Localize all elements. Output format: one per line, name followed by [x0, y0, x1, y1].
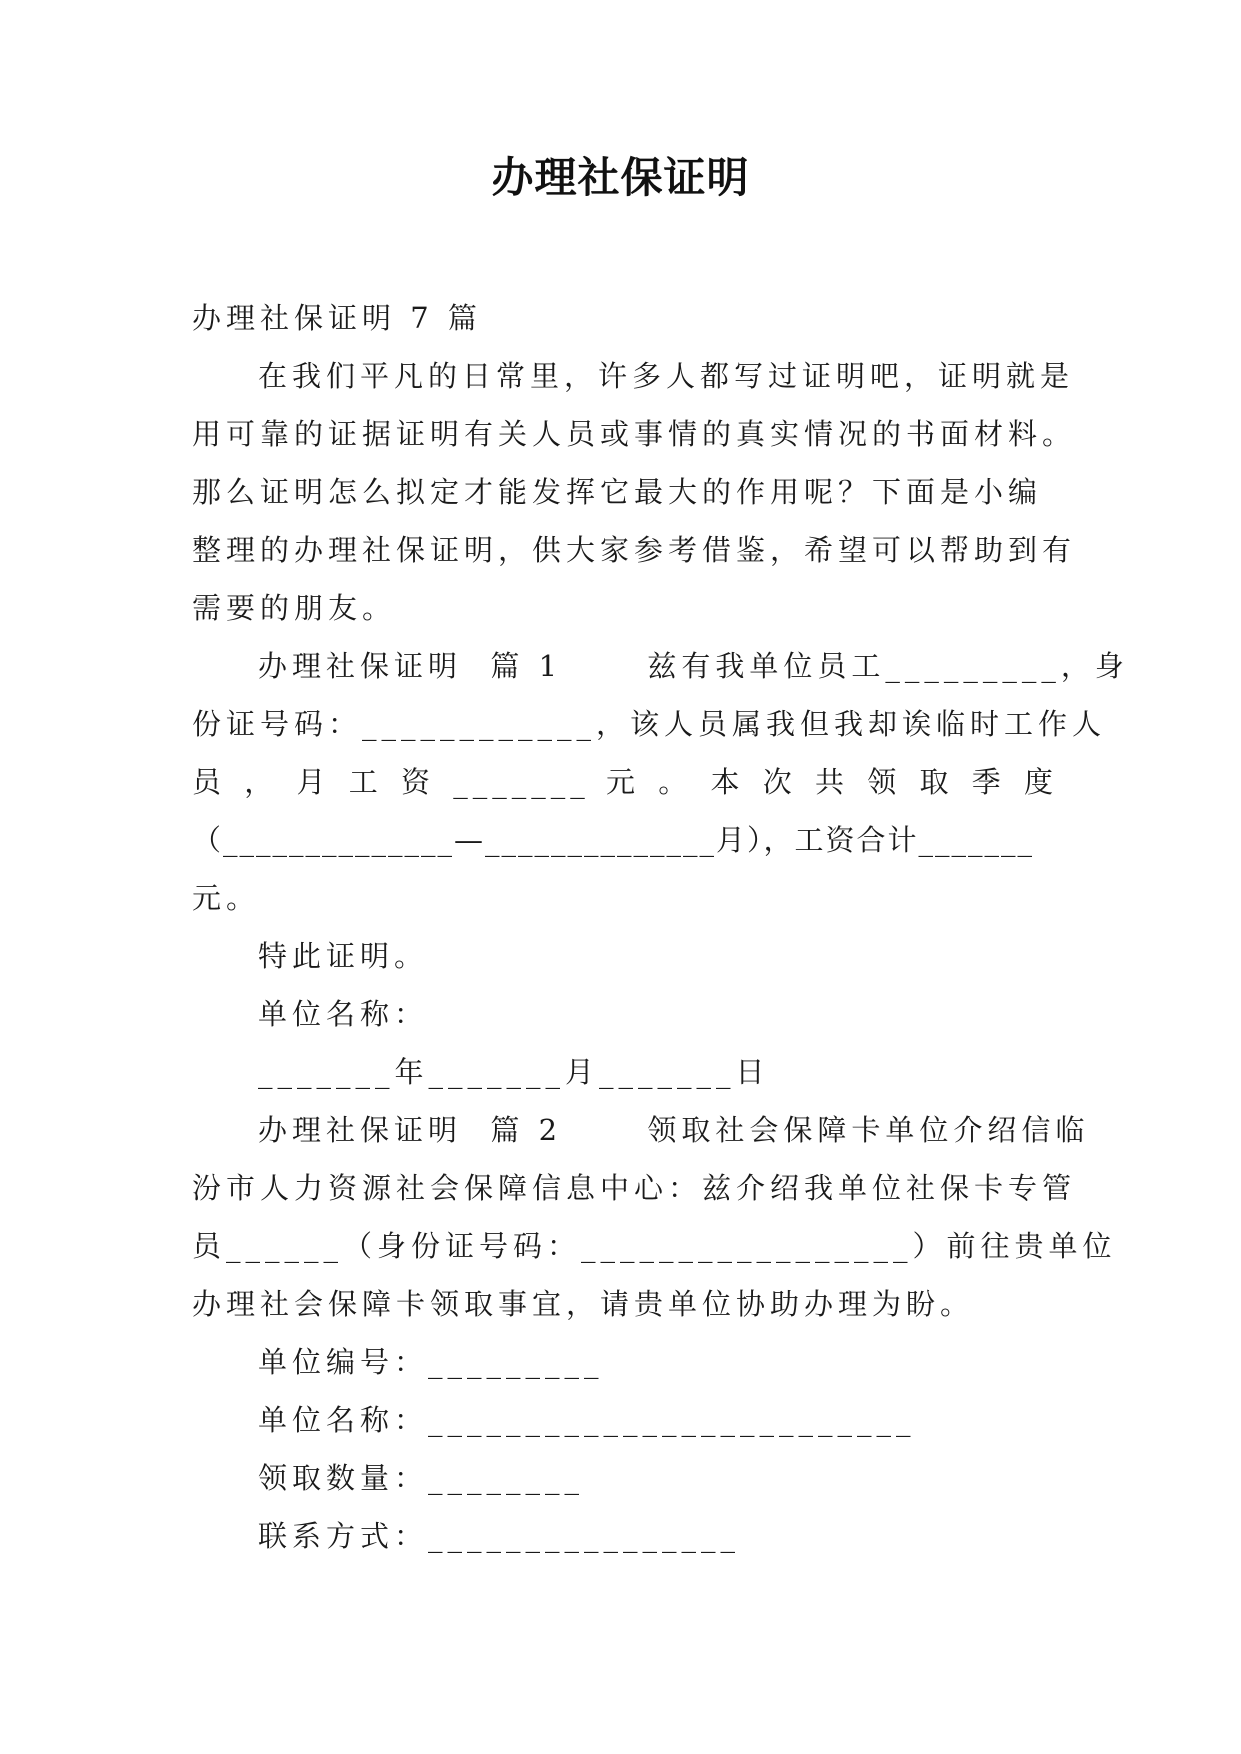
article-1-line: （______________—______________月），工资合计_______ — [192, 823, 1035, 857]
article-1-line: 份证号码：____________，该人员属我但我却诶临时工作人 — [192, 707, 1107, 741]
article-1-line: 员 ， 月 工 资 _______ 元 。 本 次 共 领 取 季 度 — [192, 765, 1058, 799]
article-1-line: 元。 — [192, 881, 261, 915]
article-2-line: 办理社会保障卡领取事宜，请贵单位协助办理为盼。 — [192, 1287, 975, 1321]
intro-line: 用可靠的证据证明有关人员或事情的真实情况的书面材料。 — [192, 417, 1077, 451]
intro-line: 整理的办理社保证明，供大家参考借鉴，希望可以帮助到有 — [192, 533, 1077, 567]
article-1-line: 办理社保证明 篇 1 兹有我单位员工_________，身 — [258, 649, 1129, 683]
unit-name-label: 单位名称： — [258, 997, 429, 1031]
closing-statement: 特此证明。 — [258, 939, 429, 973]
date-line: _______年_______月_______日 — [258, 1055, 770, 1089]
unit-code-field: 单位编号：_________ — [258, 1345, 604, 1379]
unit-name-field: 单位名称：_________________________ — [258, 1403, 916, 1437]
document-title: 办理社保证明 — [491, 153, 750, 202]
quantity-field: 领取数量：________ — [258, 1461, 585, 1495]
intro-line: 需要的朋友。 — [192, 591, 397, 625]
article-2 — [192, 1101, 1117, 1565]
article-1 — [192, 637, 1129, 1101]
document-body — [192, 289, 1129, 1565]
article-2-line: 办理社保证明 篇 2 领取社会保障卡单位介绍信临 — [258, 1113, 1090, 1147]
contact-field: 联系方式：________________ — [258, 1519, 741, 1553]
document-subtitle: 办理社保证明 7 篇 — [192, 301, 482, 335]
article-2-line: 汾市人力资源社会保障信息中心：兹介绍我单位社保卡专管 — [192, 1171, 1077, 1205]
intro-line: 在我们平凡的日常里，许多人都写过证明吧，证明就是 — [258, 359, 1075, 393]
intro-paragraph — [192, 347, 1077, 637]
intro-line: 那么证明怎么拟定才能发挥它最大的作用呢？下面是小编 — [192, 475, 1043, 509]
article-2-line: 员______（身份证号码：_________________）前往贵单位 — [192, 1229, 1117, 1263]
